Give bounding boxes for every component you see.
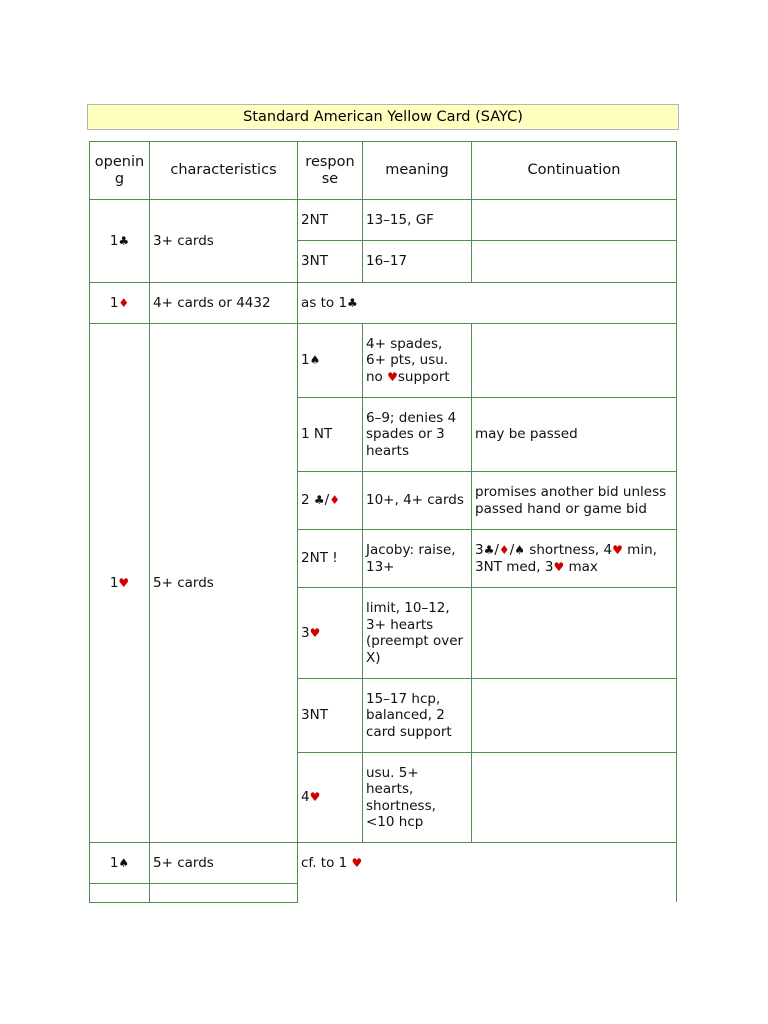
meaning-cell: [362, 529, 471, 587]
header-continuation-label: Continuation: [527, 162, 621, 179]
header-response: [297, 141, 362, 199]
characteristics-1-heart: [149, 323, 297, 842]
opening-1-diamond: [89, 282, 149, 323]
response-text: 2: [301, 492, 314, 509]
heart-icon: ♥: [309, 790, 321, 805]
diamond-icon: ♦: [118, 295, 130, 310]
span-cell-1-spade: [297, 842, 676, 883]
club-icon: ♣: [313, 493, 325, 508]
continuation-line: [475, 542, 657, 559]
meaning-cell: [362, 678, 471, 752]
continuation-text: min,: [622, 542, 657, 558]
continuation-cell: [471, 323, 676, 397]
span-text: as to 1: [301, 294, 348, 311]
response-text: 1 NT: [301, 426, 333, 443]
header-continuation: [471, 141, 676, 199]
continuation-text: shortness, 4: [525, 542, 613, 558]
separator: /: [494, 542, 499, 558]
continuation-cell: [471, 471, 676, 529]
opening-truncated: [89, 883, 149, 902]
opening-number: 1: [109, 294, 119, 311]
meaning-cell: [362, 397, 471, 471]
heart-icon: ♥: [118, 575, 130, 590]
characteristics-1-diamond: [149, 282, 297, 323]
opening-1-heart: [89, 323, 149, 842]
response-cell: [297, 587, 362, 678]
club-icon: ♣: [347, 295, 358, 310]
characteristics-text: 5+ cards: [153, 854, 214, 871]
continuation-cell: [471, 199, 676, 240]
heart-icon: ♥: [553, 559, 565, 574]
meaning-text: usu. 5+ hearts, shortness, <10 hcp: [366, 764, 436, 830]
characteristics-text: 4+ cards or 4432: [153, 294, 271, 311]
opening-1-club: [89, 199, 149, 282]
span-text: cf. to 1: [301, 854, 352, 871]
characteristics-1-club: [149, 199, 297, 282]
header-characteristics: [149, 141, 297, 199]
header-meaning-label: meaning: [385, 162, 449, 179]
characteristics-text: 5+ cards: [153, 574, 214, 591]
header-characteristics-label: characteristics: [170, 162, 277, 179]
spade-icon: ♠: [514, 543, 526, 557]
continuation-cell: [471, 240, 676, 282]
meaning-text: 13–15, GF: [366, 211, 434, 228]
meaning-text: support: [397, 368, 450, 385]
meaning-line: 4+ spades,: [366, 335, 443, 352]
table-right-border-lower: [297, 883, 298, 902]
meaning-text: 10+, 4+ cards: [366, 492, 464, 509]
response-text: 2NT: [301, 211, 328, 228]
page-title: [87, 104, 679, 130]
meaning-cell: [362, 240, 471, 282]
header-meaning: [362, 141, 471, 199]
continuation-line: [475, 559, 657, 576]
response-cell: [297, 678, 362, 752]
diamond-icon: ♦: [498, 543, 510, 557]
continuation-text: 3NT med, 3: [475, 558, 554, 575]
heart-icon: ♥: [309, 625, 321, 640]
opening-number: 1: [109, 232, 119, 249]
meaning-text: no: [366, 368, 388, 385]
header-opening-label: opening: [94, 154, 145, 187]
spade-icon: ♠: [309, 353, 321, 368]
characteristics-1-spade: [149, 842, 297, 883]
heart-icon: ♥: [612, 543, 623, 557]
response-cell: [297, 199, 362, 240]
continuation-text: promises another bid unless passed hand or game bid: [475, 484, 667, 517]
span-cell-1-diamond: [297, 282, 676, 323]
continuation-text: 3: [475, 542, 484, 558]
diamond-icon: ♦: [329, 493, 340, 508]
meaning-text: Jacoby: raise, 13+: [366, 542, 456, 575]
separator: /: [509, 542, 515, 558]
response-text: 2NT !: [301, 550, 338, 567]
meaning-line: [366, 369, 450, 386]
response-cell: [297, 752, 362, 842]
heart-icon: ♥: [387, 369, 398, 384]
response-cell: [297, 323, 362, 397]
meaning-text: limit, 10–12, 3+ hearts (preempt over X): [366, 600, 464, 666]
meaning-cell: [362, 323, 471, 397]
opening-number: 1: [109, 574, 119, 591]
separator: /: [324, 492, 330, 509]
opening-number: 1: [109, 854, 119, 871]
spade-icon: ♠: [118, 855, 130, 870]
response-cell: [297, 240, 362, 282]
table-right-border: [676, 141, 677, 902]
continuation-cell: [471, 397, 676, 471]
response-text: 3: [301, 624, 310, 641]
heart-icon: ♥: [351, 855, 363, 870]
club-icon: ♣: [118, 233, 130, 248]
meaning-cell: [362, 471, 471, 529]
characteristics-text: 3+ cards: [153, 232, 214, 249]
club-icon: ♣: [483, 543, 495, 557]
continuation-cell: [471, 752, 676, 842]
response-text: 4: [301, 789, 310, 806]
continuation-cell: [471, 587, 676, 678]
table-bottom-border: [89, 902, 298, 903]
response-cell: [297, 529, 362, 587]
response-cell: [297, 397, 362, 471]
response-text: 1: [301, 352, 310, 369]
continuation-cell: [471, 529, 676, 587]
meaning-text: 16–17: [366, 253, 408, 270]
header-opening: [89, 141, 149, 199]
meaning-line: 6+ pts, usu.: [366, 352, 449, 369]
page-title-text: Standard American Yellow Card (SAYC): [243, 109, 523, 125]
characteristics-truncated: [149, 883, 297, 902]
continuation-text: max: [564, 558, 598, 575]
meaning-text: 6–9; denies 4 spades or 3 hearts: [366, 409, 457, 459]
meaning-text: 15–17 hcp, balanced, 2 card support: [366, 690, 452, 740]
opening-1-spade: [89, 842, 149, 883]
continuation-cell: [471, 678, 676, 752]
header-response-label: response: [305, 154, 355, 187]
continuation-text: may be passed: [475, 426, 578, 443]
response-text: 3NT: [301, 707, 328, 724]
response-cell: [297, 471, 362, 529]
response-text: 3NT: [301, 253, 328, 270]
meaning-cell: [362, 587, 471, 678]
meaning-cell: [362, 199, 471, 240]
meaning-cell: [362, 752, 471, 842]
